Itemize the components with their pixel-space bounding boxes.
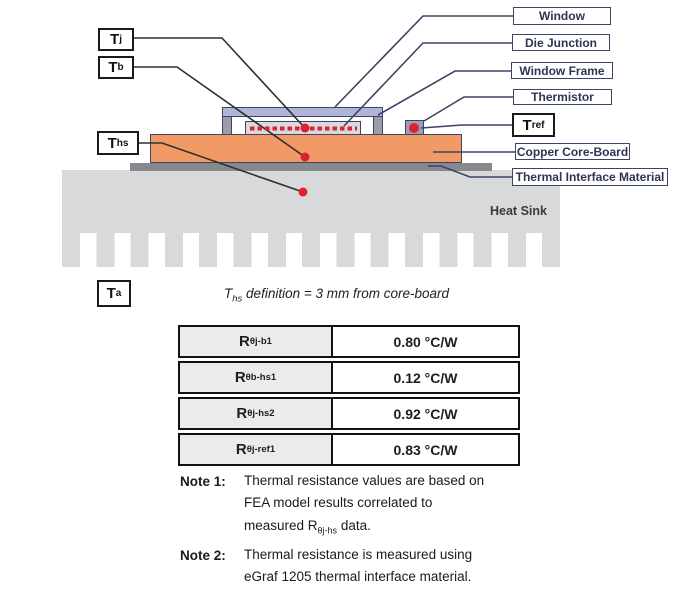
tref-label-sub: ref: [531, 119, 545, 131]
thermal-resistance-table: [178, 325, 520, 469]
window-label-box: [513, 7, 611, 25]
copper-core-board-slab: [150, 134, 462, 163]
die-junction-label: Die Junction: [524, 35, 597, 50]
tim-label: Thermal Interface Material: [515, 170, 665, 184]
copper-core-board-label: Copper Core-Board: [516, 144, 629, 159]
window-frame-left-post: [222, 116, 232, 135]
window-frame-connector-line: [378, 71, 511, 115]
thermistor-body: [405, 120, 424, 135]
die-junction-label-box: [512, 34, 610, 51]
note1-text: Thermal resistance values are based on FEA model results correlated to measured $R_{\theta j-hs}$ data.: [244, 473, 485, 536]
tj-label: T: [110, 31, 120, 48]
window-label: Window: [539, 9, 585, 23]
tref-connector-line: [421, 125, 512, 128]
thermistor-label: Thermistor: [531, 90, 594, 104]
ths-label-sub: hs: [116, 137, 129, 149]
ths-label-box: [97, 131, 139, 155]
thermistor-label-box: [513, 89, 612, 105]
ths-label: T: [107, 134, 117, 152]
note1-label: Note 1:: [180, 474, 226, 489]
resistance-value-cell: 0.92 °C/W: [333, 399, 518, 428]
thermistor-connector-line: [424, 97, 513, 121]
tim-label-box: [512, 168, 668, 186]
note2-label: Note 2:: [180, 548, 226, 563]
die-body: [245, 121, 361, 135]
tref-label: T: [522, 116, 532, 134]
window-frame-label-box: [511, 62, 613, 79]
table-row: [178, 397, 520, 430]
ths-definition-text: $T_{hs}$ definition = 3 mm from core-board: [224, 286, 450, 305]
tref-label-box: [512, 113, 555, 137]
tb-label: T: [108, 59, 118, 76]
note2-text: Thermal resistance is measured using eGraf 1205 thermal interface material.: [244, 547, 473, 585]
table-row: [178, 433, 520, 466]
ta-label-box: [97, 280, 131, 307]
resistance-symbol-cell: R θj-b 1: [180, 327, 333, 356]
resistance-value-cell: 0.12 °C/W: [333, 363, 518, 392]
tj-label-sub: j: [119, 34, 122, 45]
heat-sink-fins: [62, 233, 560, 267]
window-bar: [222, 107, 383, 117]
thermal-interface-material-strip: [130, 163, 492, 171]
resistance-symbol-cell: R θj-ref 1: [180, 435, 333, 464]
copper-core-board-label-box: [515, 143, 630, 160]
heat-sink-body: [62, 170, 560, 233]
table-row: [178, 325, 520, 358]
resistance-value-cell: 0.80 °C/W: [333, 327, 518, 356]
ta-label-sub: a: [115, 288, 122, 299]
window-connector-line: [335, 16, 513, 107]
window-frame-label: Window Frame: [519, 63, 605, 78]
tj-label-box: [98, 28, 134, 51]
tb-label-sub: b: [117, 62, 124, 73]
ta-label: T: [106, 285, 116, 302]
resistance-symbol-cell: R θb-hs 1: [180, 363, 333, 392]
window-frame-right-post: [373, 116, 383, 135]
table-row: [178, 361, 520, 394]
resistance-value-cell: 0.83 °C/W: [333, 435, 518, 464]
resistance-symbol-cell: R θj-hs 2: [180, 399, 333, 428]
tb-label-box: [98, 56, 134, 79]
heat-sink-label: Heat Sink: [490, 204, 547, 218]
